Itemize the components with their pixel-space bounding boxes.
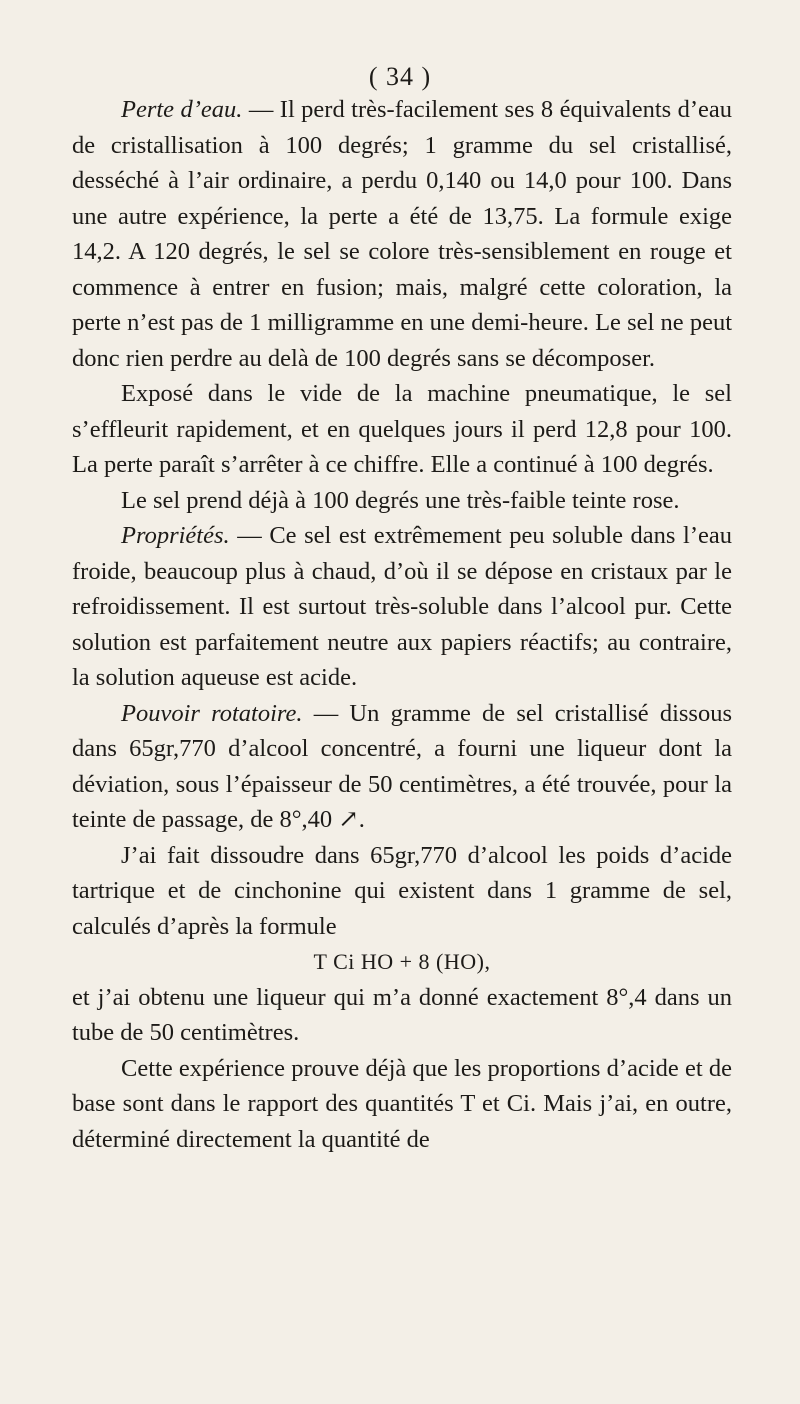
paragraph-experience: [72, 1051, 732, 1158]
section-heading: Propriétés.: [121, 522, 230, 549]
paragraph-text: Cette expérience prouve déjà que les proportions d’acide et de base sont dans le rapport des quantités T et Ci. Mais j’ai, en outre, déterminé directement la quantité de: [72, 1054, 732, 1153]
paragraph-text: — Ce sel est extrêmement peu soluble dans l’eau froide, beaucoup plus à chaud, d’où il se dépose en cristaux par le refroidissement. Il est surtout très-soluble dans l’alcool pur. Cette solution est parfaitement neutre aux papiers réactifs; au contraire, la solution aqueuse est acide.: [72, 522, 732, 691]
section-heading: Pouvoir rotatoire.: [121, 699, 303, 727]
paragraph-pouvoir-rotatoire: [72, 696, 732, 838]
paragraph-text: — Il perd très-facilement ses 8 équivalents d’eau de cristallisation à 100 degrés; 1 gramme du sel cristallisé, desséché à l’air ordinaire, a perdu 0,140 ou 14,0 pour 100. Dans une autre expérience, la perte a été de 13,75. La formule exige 14,2. A 120 degrés, le sel se colore très-sensiblement en rouge et commence à entrer en fusion; mais, malgré cette coloration, la perte n’est pas de 1 milligramme en une demi-heure. Le sel ne peut donc rien perdre au delà de 100 degrés sans se décomposer.: [72, 96, 732, 372]
paragraph-vide: [72, 376, 732, 483]
paragraph-text: — Un gramme de sel cristallisé dissous dans 65gr,770 d’alcool concentré, a fourni une liqueur dont la déviation, sous l’épaisseur de 50 centimètres, a été trouvée, pour la teinte de passage, de 8°,40 ↗.: [72, 699, 732, 833]
page-number: ( 34 ): [368, 62, 432, 91]
paragraph-dissoudre: [72, 838, 732, 945]
section-heading: Perte d’eau.: [121, 96, 243, 123]
paragraph-text: J’ai fait dissoudre dans 65gr,770 d’alcool les poids d’acide tartrique et de cinchonine qui existent dans 1 gramme de sel, calculés d’après la formule: [72, 841, 732, 940]
paragraph-text: Exposé dans le vide de la machine pneumatique, le sel s’effleurit rapidement, et en quelques jours il perd 12,8 pour 100. La perte paraît s’arrêter à ce chiffre. Elle a continué à 100 degrés.: [72, 380, 732, 478]
paragraph-teinte-rose: [72, 483, 732, 519]
paragraph-obtenu: [72, 980, 732, 1051]
paragraph-text: et j’ai obtenu une liqueur qui m’a donné exactement 8°,4 dans un tube de 50 centimètres.: [72, 983, 732, 1046]
paragraph-text: Le sel prend déjà à 100 degrés une très-faible teinte rose.: [121, 486, 680, 514]
paragraph-proprietes: [72, 518, 732, 696]
paragraph-perte-deau: [72, 92, 732, 376]
chemical-formula: T Ci HO + 8 (HO),: [313, 949, 491, 974]
body-text: [72, 92, 732, 1157]
